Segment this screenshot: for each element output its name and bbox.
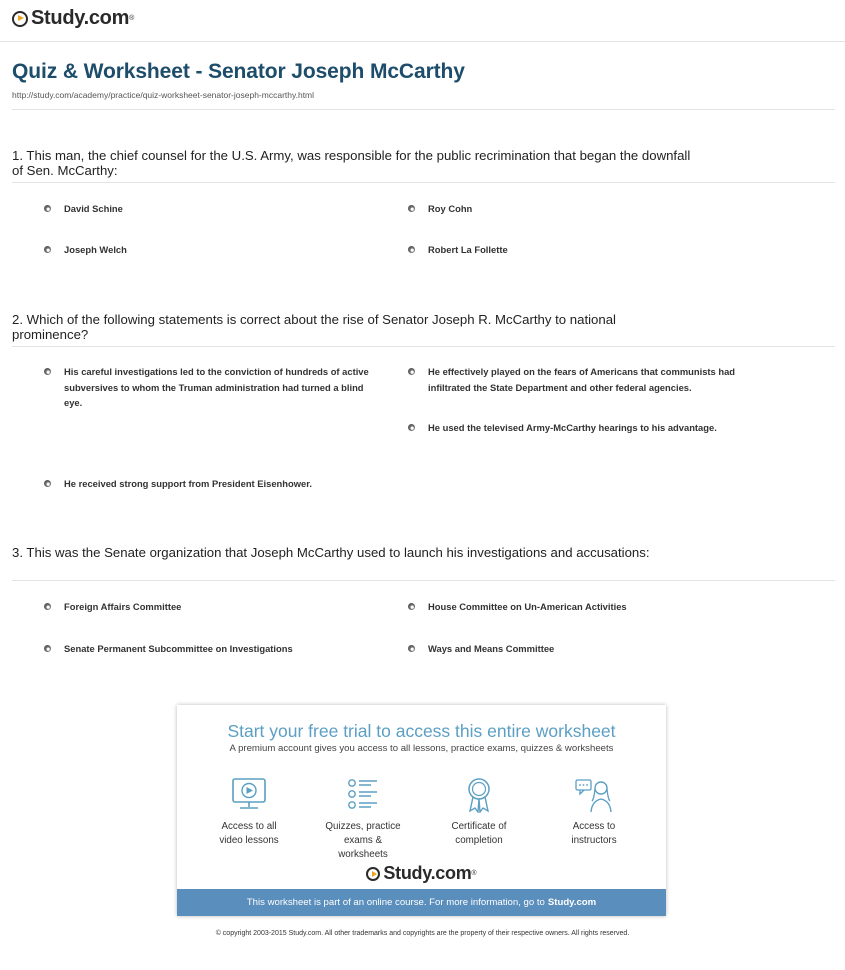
free-trial-promo[interactable] xyxy=(177,705,666,916)
promo-info-bar xyxy=(177,889,666,916)
feature-quizzes xyxy=(318,777,408,862)
title-divider xyxy=(12,109,835,110)
q2-option-b[interactable] xyxy=(408,364,763,395)
logo-text: Study.com xyxy=(383,863,472,883)
q1-option-d[interactable] xyxy=(408,242,768,258)
q1-option-c[interactable] xyxy=(44,242,374,258)
question-1-divider xyxy=(12,182,835,183)
logo-text: Study.com xyxy=(31,7,130,29)
option-label: Senate Permanent Subcommittee on Investigations xyxy=(64,643,293,654)
q1-option-a[interactable] xyxy=(44,201,374,217)
video-lesson-icon xyxy=(229,777,269,813)
promo-bar-text: This worksheet is part of an online course. For more information, go to xyxy=(246,897,545,908)
study-com-link[interactable]: Study.com xyxy=(547,897,597,908)
feature-label: Access to instructors xyxy=(571,821,617,846)
logo-trademark: ® xyxy=(471,870,477,877)
study-logo[interactable] xyxy=(12,7,134,30)
q3-option-a[interactable] xyxy=(44,599,374,615)
feature-video-lessons xyxy=(204,777,294,848)
radio-button[interactable] xyxy=(408,645,415,652)
option-label: Roy Cohn xyxy=(428,203,473,214)
radio-button[interactable] xyxy=(44,246,51,253)
option-label: Foreign Affairs Committee xyxy=(64,601,182,612)
radio-button[interactable] xyxy=(44,645,51,652)
copyright-text: © copyright 2003-2015 Study.com. All other trademarks and copyrights are the property of their respective owners. All rights reserved. xyxy=(215,930,630,937)
question-3-text: 3. This was the Senate organization that Joseph McCarthy used to launch his investigations and accusations: xyxy=(12,545,650,560)
question-2-divider xyxy=(12,346,835,347)
question-2-text: 2. Which of the following statements is correct about the rise of Senator Joseph R. McCarthy to national prominence? xyxy=(12,312,616,342)
promo-subtitle: A premium account gives you access to all lessons, practice exams, quizzes & worksheets xyxy=(229,743,614,754)
option-label: He received strong support from President Eisenhower. xyxy=(64,478,312,489)
option-label: Robert La Follette xyxy=(428,244,508,255)
radio-button[interactable] xyxy=(44,368,51,375)
radio-button[interactable] xyxy=(408,424,415,431)
radio-button[interactable] xyxy=(408,205,415,212)
certificate-icon xyxy=(459,777,499,813)
option-label: David Schine xyxy=(64,203,123,214)
q2-option-c[interactable] xyxy=(408,420,718,436)
question-3-divider xyxy=(12,580,835,581)
feature-label: Access to all video lessons xyxy=(219,821,279,846)
question-1-text: 1. This man, the chief counsel for the U.S. Army, was responsible for the public recrimination that began the downfall of Sen. McCarthy: xyxy=(12,148,691,178)
q3-option-b[interactable] xyxy=(408,599,768,615)
option-label: House Committee on Un-American Activities xyxy=(428,601,627,612)
radio-button[interactable] xyxy=(44,603,51,610)
radio-button[interactable] xyxy=(408,603,415,610)
radio-button[interactable] xyxy=(408,368,415,375)
copyright-notice xyxy=(0,929,845,939)
feature-label: Quizzes, practice exams & worksheets xyxy=(325,821,401,860)
radio-button[interactable] xyxy=(44,205,51,212)
option-label: He effectively played on the fears of Americans that communists had infiltrated the State Department and other federal agencies. xyxy=(428,366,736,393)
logo-trademark: ® xyxy=(129,15,135,22)
option-label: Joseph Welch xyxy=(64,244,127,255)
feature-certificate xyxy=(434,777,524,848)
page-url[interactable]: http://study.com/academy/practice/quiz-worksheet-senator-joseph-mccarthy.html xyxy=(12,90,315,100)
option-label: He used the televised Army-McCarthy hearings to his advantage. xyxy=(428,422,717,433)
radio-button[interactable] xyxy=(44,480,51,487)
promo-study-logo[interactable] xyxy=(177,863,666,884)
quiz-list-icon xyxy=(343,777,383,813)
promo-title[interactable]: Start your free trial to access this entire worksheet xyxy=(227,721,616,741)
option-label: His careful investigations led to the conviction of hundreds of active subversives to whom the Truman administration had turned a blind eye. xyxy=(64,366,369,408)
option-label: Ways and Means Committee xyxy=(428,643,555,654)
instructor-icon xyxy=(574,777,614,813)
feature-label: Certificate of completion xyxy=(451,821,507,846)
q3-option-c[interactable] xyxy=(44,641,374,657)
page-title: Quiz & Worksheet - Senator Joseph McCarthy xyxy=(12,60,465,83)
q1-option-b[interactable] xyxy=(408,201,768,217)
q2-option-a[interactable] xyxy=(44,364,374,411)
play-icon xyxy=(12,11,28,27)
header-divider xyxy=(0,41,845,42)
feature-instructors xyxy=(549,777,639,848)
radio-button[interactable] xyxy=(408,246,415,253)
q2-option-d[interactable] xyxy=(44,476,404,492)
q3-option-d[interactable] xyxy=(408,641,768,657)
play-icon xyxy=(366,867,380,881)
